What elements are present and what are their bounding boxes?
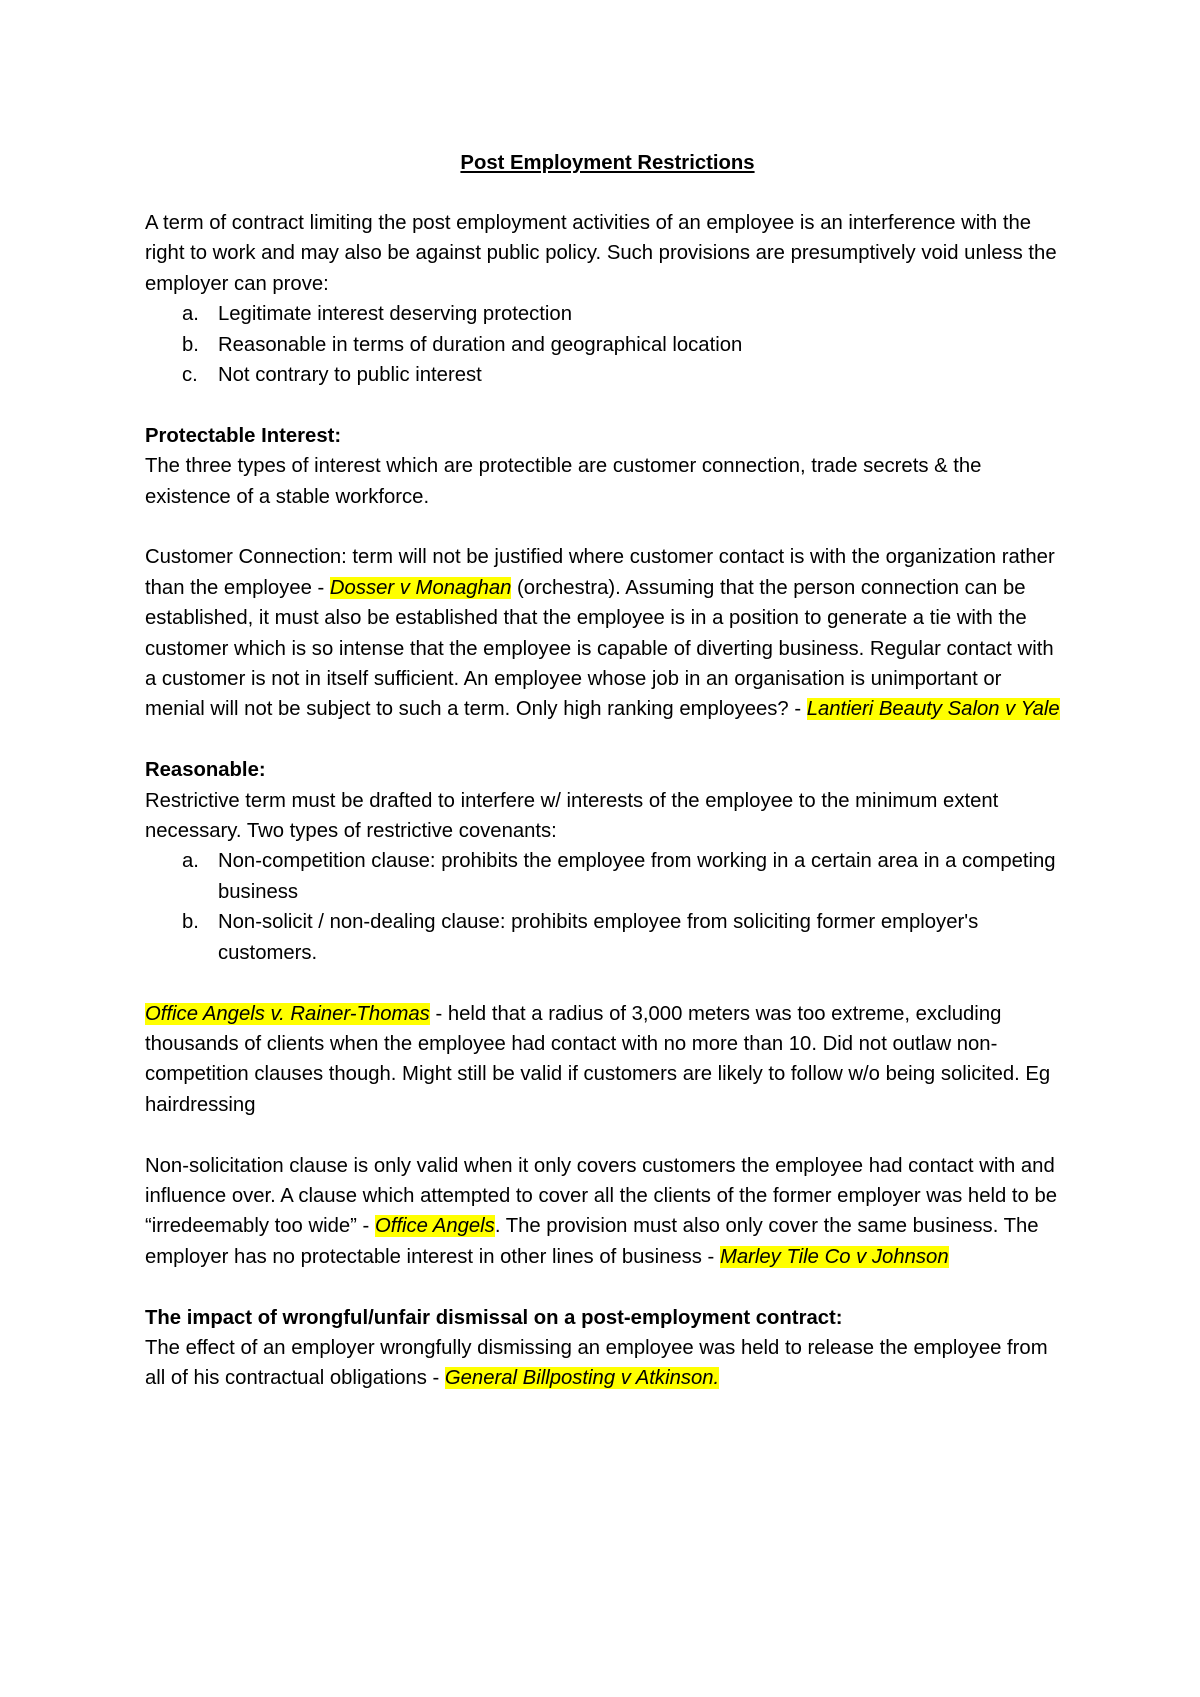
case-citation-general-billposting: General Billposting v Atkinson. [444,1367,720,1390]
list-item-text: Non-competition clause: prohibits the employee from working in a certain area in a competing business [218,850,1056,903]
list-marker: c. [182,364,198,387]
protectable-heading: Protectable Interest: [145,424,342,447]
list-item [145,299,1060,329]
list-marker: a. [182,850,199,873]
list-item [145,360,1060,390]
list-item [145,330,1060,360]
impact-heading: The impact of wrongful/unfair dismissal on a post-employment contract: [145,1306,843,1329]
case-citation-office-angels: Office Angels v. Rainer-Thomas [145,1002,430,1025]
list-marker: a. [182,303,199,326]
intro-paragraph: A term of contract limiting the post employment activities of an employee is an interference with the right to work and may also be against public policy. Such provisions are presumptively void unless the employer can prove: [145,212,1057,295]
customer-connection-paragraph [145,542,1060,724]
impact-paragraph [145,1333,1060,1394]
customer-text-2: (orchestra). Assuming that the person connection can be established, it must also be established that the employee is in a position to generate a tie with the customer which is so intense that the employee is capable of diverting business. Regular contact with a customer is not in itself sufficient. An employee whose job in an organisation is unimportant or menial will not be subject to such a term. Only high ranking employees? - [145,576,1054,721]
reasonable-paragraph: Restrictive term must be drafted to interfere w/ interests of the employee to the minimum extent necessary. Two types of restrictive covenants: [145,789,999,843]
office-angels-paragraph [145,999,1060,1121]
reasonable-heading: Reasonable: [145,759,266,782]
document-title: Post Employment Restrictions [460,152,755,174]
case-citation-lantieri: Lantieri Beauty Salon v Yale [806,698,1060,721]
intro-list [145,299,1060,390]
case-citation-marley: Marley Tile Co v Johnson [719,1245,949,1268]
non-solicitation-text-1: Non-solicitation clause is only valid when it only covers customers the employee had contact with and influence over. A clause which attempted to cover all the clients of the former employer was held to be “irredeemably too wide” - [145,1154,1058,1238]
list-item-text: Reasonable in terms of duration and geographical location [218,333,743,356]
covenants-list [145,846,1060,968]
list-item [145,907,1060,968]
non-solicitation-paragraph [145,1151,1060,1273]
list-marker: b. [182,911,199,934]
case-citation-dosser: Dosser v Monaghan [329,576,512,599]
case-citation-office-angels-short: Office Angels [374,1215,495,1238]
impact-text: The effect of an employer wrongfully dismissing an employee was held to release the employee from all of his contractual obligations - [145,1336,1048,1390]
list-item [145,846,1060,907]
office-angels-text: - held that a radius of 3,000 meters was too extreme, excluding thousands of clients when the employee had contact with no more than 10. Did not outlaw non-competition clauses though. Might still be valid if customers are likely to follow w/o being solicited. Eg hairdressing [145,1002,1051,1116]
customer-text-1: Customer Connection: term will not be justified where customer contact is with the organization rather than the employee - [145,546,1055,599]
list-item-text: Non-solicit / non-dealing clause: prohibits employee from soliciting former employer's customers. [218,911,979,964]
list-item-text: Not contrary to public interest [218,364,482,387]
non-solicitation-text-2: . The provision must also only cover the same business. The employer has no protectable interest in other lines of business - [145,1215,1039,1268]
list-marker: b. [182,333,199,356]
list-item-text: Legitimate interest deserving protection [218,303,572,326]
protectable-paragraph: The three types of interest which are protectible are customer connection, trade secrets & the existence of a stable workforce. [145,455,982,508]
